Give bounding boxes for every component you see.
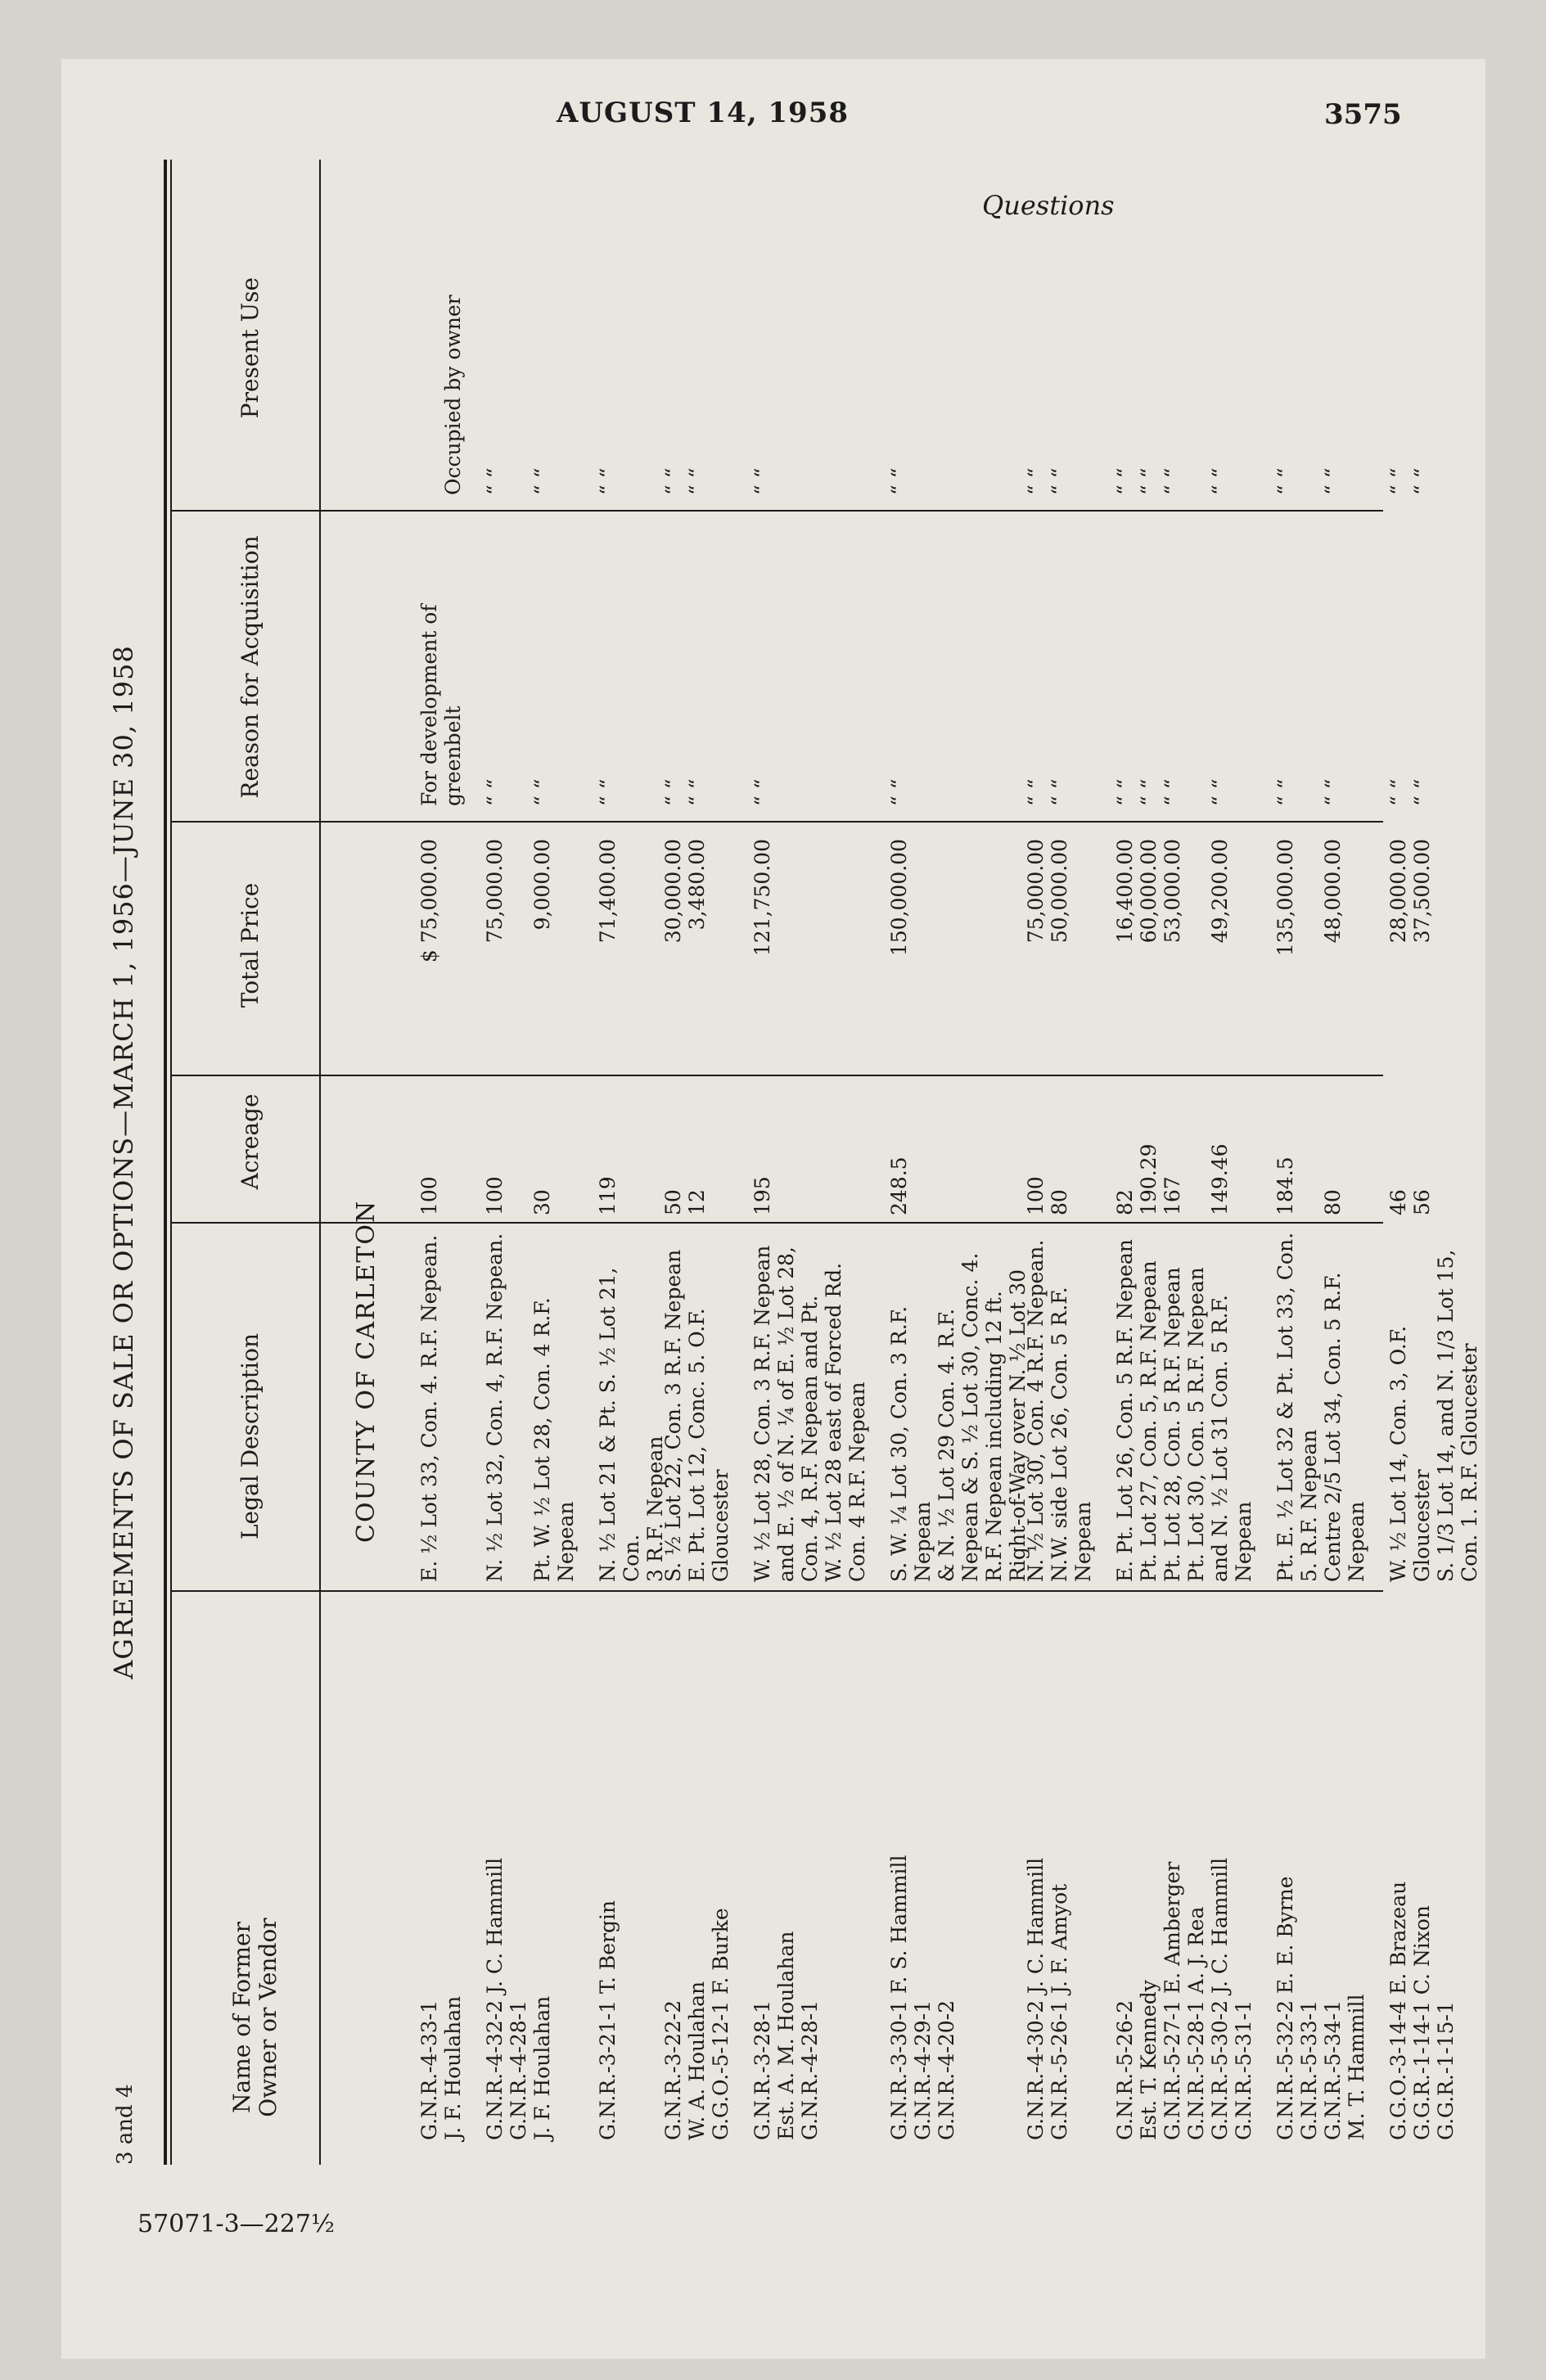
cell-line: 82	[1113, 1189, 1137, 1215]
column-divider-5	[172, 510, 1383, 512]
column-divider-3	[172, 1075, 1383, 1076]
cell-line: G.G.O.-3-14-4 E. Brazeau	[1386, 1881, 1410, 2140]
cell-line: 119	[596, 1176, 620, 1215]
cell-line: G.N.R.-4-29-1	[911, 2000, 935, 2140]
cell-line: Con. 4 R.F. Nepean	[845, 1382, 869, 1582]
cell-line: Nepean	[1345, 1501, 1368, 1582]
cell-line: G.N.R.-4-28-1	[798, 2000, 822, 2140]
cell-line: “ “	[1048, 467, 1071, 495]
cell-line: 80	[1321, 1189, 1345, 1215]
cell-reason	[1386, 520, 1434, 806]
cell-use	[1024, 184, 1071, 495]
cell-line	[417, 184, 441, 495]
county-heading: COUNTY OF CARLETON	[352, 1199, 381, 1543]
cell-line: For development of	[417, 604, 441, 806]
cell-line: G.N.R.-4-28-1	[507, 2000, 530, 2140]
header-bottom-rule	[319, 160, 321, 2165]
cell-legal	[1386, 1230, 1481, 1582]
cell-line	[1184, 184, 1208, 495]
cell-owner	[1024, 1600, 1071, 2140]
cell-owner	[596, 1600, 620, 2140]
cell-line: “ “	[1386, 778, 1410, 806]
cell-reason	[596, 520, 620, 806]
cell-line: “ “	[596, 778, 620, 806]
cell-acreage	[483, 1084, 554, 1215]
cell-line: 49,200.00	[1208, 839, 1232, 944]
column-divider-1	[172, 1590, 1383, 1592]
cell-line	[1297, 839, 1321, 1068]
cell-line: Nepean	[1071, 1501, 1095, 1582]
cell-line: “ “	[887, 467, 911, 495]
cell-use	[417, 184, 465, 495]
cell-line	[1184, 1084, 1208, 1215]
header-legal: Legal Description	[237, 1332, 264, 1540]
cell-line: Est. T. Kennedy	[1137, 1980, 1161, 2140]
cell-line: “ “	[750, 467, 774, 495]
cell-line	[1297, 1084, 1321, 1215]
page-date: AUGUST 14, 1958	[557, 97, 850, 129]
cell-price	[417, 839, 441, 1068]
cell-use	[1273, 184, 1345, 495]
cell-line: “ “	[750, 778, 774, 806]
cell-legal	[750, 1230, 869, 1582]
cell-line: “ “	[1208, 467, 1232, 495]
cell-line: E. Pt. Lot 26, Con. 5 R.F. Nepean	[1113, 1239, 1137, 1582]
cell-line: G.N.R.-5-28-1 A. J. Rea	[1184, 1906, 1208, 2140]
cell-line: Occupied by owner	[441, 295, 465, 495]
cell-reason	[887, 520, 911, 806]
cell-line: W. ½ Lot 28 east of Forced Rd.	[822, 1262, 845, 1582]
cell-line: and E. ½ of N. ¼ of E. ½ Lot 28,	[774, 1246, 798, 1582]
cell-use	[750, 184, 774, 495]
cell-line: S. 1/3 Lot 14, and N. 1/3 Lot 15,	[1434, 1249, 1458, 1582]
cell-line: “ “	[1024, 467, 1048, 495]
cell-line: 30,000.00	[661, 839, 685, 944]
cell-line: G.N.R.-5-26-2	[1113, 2000, 1137, 2140]
cell-line: 48,000.00	[1321, 839, 1345, 944]
header-reason: Reason for Acquisition	[237, 535, 264, 799]
table-title: AGREEMENTS OF SALE OR OPTIONS—MARCH 1, 1956—JUNE 30, 1958	[108, 645, 139, 1679]
cell-line	[1297, 520, 1321, 806]
cell-line: 56	[1410, 1189, 1434, 1215]
cell-line	[507, 1084, 530, 1215]
header-acreage: Acreage	[237, 1093, 264, 1190]
section-label: Questions	[982, 190, 1115, 221]
cell-line: G.G.R.-1-15-1	[1434, 2001, 1458, 2140]
cell-price	[1113, 839, 1232, 1068]
cell-line: 150,000.00	[887, 839, 911, 957]
cell-line: Nepean	[1232, 1501, 1255, 1582]
cell-legal	[596, 1230, 667, 1582]
cell-line: G.N.R.-5-33-1	[1297, 2000, 1321, 2140]
cell-line: “ “	[483, 778, 507, 806]
cell-price	[1024, 839, 1071, 1068]
cell-line: “ “	[1386, 467, 1410, 495]
cell-line: Nepean & S. ½ Lot 30, Conc. 4.	[958, 1252, 982, 1582]
cell-reason	[1024, 520, 1071, 806]
cell-line: W. A. Houlahan	[685, 1981, 709, 2140]
cell-line: 195	[750, 1176, 774, 1215]
cell-line: 149.46	[1208, 1143, 1232, 1215]
cell-line: 37,500.00	[1410, 839, 1434, 944]
cell-line: G.N.R.-3-21-1 T. Bergin	[596, 1900, 620, 2140]
cell-line	[507, 520, 530, 806]
cell-line: “ “	[887, 778, 911, 806]
cell-line: G.N.R.-3-28-1	[750, 2000, 774, 2140]
cell-line: G.N.R.-5-34-1	[1321, 2000, 1345, 2140]
header-price: Total Price	[237, 882, 264, 1008]
cell-line: 53,000.00	[1161, 839, 1184, 944]
cell-line: Con. 1. R.F. Gloucester	[1458, 1343, 1481, 1582]
cell-owner	[1386, 1600, 1458, 2140]
cell-acreage	[750, 1084, 774, 1215]
cell-line: G.N.R.-4-20-2	[935, 2000, 958, 2140]
page-number: 3575	[1324, 98, 1402, 131]
cell-price	[483, 839, 554, 1068]
cell-owner	[750, 1600, 822, 2140]
cell-line: 60,000.00	[1137, 839, 1161, 944]
cell-legal	[661, 1230, 732, 1582]
cell-line: & N. ½ Lot 29 Con. 4. R.F.	[935, 1308, 958, 1582]
cell-line: Gloucester	[709, 1469, 732, 1582]
header-owner: Name of Former Owner or Vendor	[228, 1918, 282, 2117]
cell-line: E. ½ Lot 33, Con. 4. R.F. Nepean.	[417, 1234, 441, 1582]
cell-line: “ “	[1113, 778, 1137, 806]
cell-line: G.N.R.-5-30-2 J. C. Hammill	[1208, 1857, 1232, 2140]
rotated-table	[82, 160, 1481, 2165]
cell-price	[661, 839, 709, 1068]
cell-price	[596, 839, 620, 1068]
cell-acreage	[1386, 1084, 1434, 1215]
cell-line: Centre 2/5 Lot 34, Con. 5 R.F.	[1321, 1272, 1345, 1582]
cell-reason	[417, 520, 465, 806]
cell-line: Pt. Lot 28, Con. 5 R.F. Nepean	[1161, 1267, 1184, 1582]
cell-legal	[483, 1230, 578, 1582]
cell-line: greenbelt	[441, 705, 465, 806]
cell-line: E. Pt. Lot 12, Conc. 5. O.F.	[685, 1308, 709, 1582]
cell-acreage	[661, 1084, 709, 1215]
cell-price	[1273, 839, 1345, 1068]
cell-owner	[1273, 1600, 1368, 2140]
cell-line: “ “	[596, 467, 620, 495]
table-top-rule-2	[170, 160, 172, 2165]
cell-line: N.W. side Lot 26, Con. 5 R.F.	[1048, 1287, 1071, 1582]
cell-owner	[1113, 1600, 1255, 2140]
cell-line: “ “	[530, 778, 554, 806]
cell-line: 16,400.00	[1113, 839, 1137, 944]
cell-acreage	[417, 1084, 441, 1215]
cell-line: “ “	[661, 467, 685, 495]
cell-line	[507, 1230, 530, 1582]
cell-line: R.F. Nepean including 12 ft.	[982, 1291, 1006, 1582]
cell-line: G.N.R.-3-22-2	[661, 2000, 685, 2140]
cell-line: 75,000.00	[1024, 839, 1048, 944]
cell-line: Pt. Lot 27, Con. 5, R.F. Nepean	[1137, 1260, 1161, 1582]
cell-owner	[417, 1600, 465, 2140]
cell-line: 71,400.00	[596, 839, 620, 944]
cell-acreage	[887, 1084, 911, 1215]
cell-owner	[483, 1600, 554, 2140]
cell-owner	[887, 1600, 958, 2140]
cell-line: “ “	[1273, 778, 1297, 806]
cell-line: “ “	[1410, 778, 1434, 806]
cell-line: J. F. Houlahan	[530, 1995, 554, 2140]
cell-line: “ “	[1321, 778, 1345, 806]
cell-line	[1297, 184, 1321, 495]
cell-line: N. ½ Lot 30, Con. 4 R.F. Nepean.	[1024, 1239, 1048, 1582]
cell-line: 190.29	[1137, 1143, 1161, 1215]
cell-line: G.N.R.-5-31-1	[1232, 2000, 1255, 2140]
cell-line: “ “	[1321, 467, 1345, 495]
cell-reason	[661, 520, 709, 806]
cell-line: “ “	[530, 467, 554, 495]
cell-line: “ “	[1113, 467, 1137, 495]
cell-line: “ “	[1048, 778, 1071, 806]
cell-reason	[750, 520, 774, 806]
cell-price	[750, 839, 774, 1068]
cell-line: J. F. Houlahan	[441, 1995, 465, 2140]
cell-line: Pt. W. ½ Lot 28, Con. 4 R.F.	[530, 1297, 554, 1582]
cell-line: W. ½ Lot 28, Con. 3 R.F. Nepean	[750, 1245, 774, 1582]
cell-line: 100	[1024, 1176, 1048, 1215]
cell-line: S. W. ¼ Lot 30, Con. 3 R.F. Nepean	[887, 1305, 935, 1582]
cell-line: W. ½ Lot 14, Con. 3, O.F. Gloucester	[1386, 1325, 1434, 1582]
cell-line: “ “	[661, 778, 685, 806]
cell-line: 50	[661, 1189, 685, 1215]
table-number: 3 and 4	[113, 2084, 137, 2165]
cell-legal	[887, 1230, 1030, 1582]
cell-line: 28,000.00	[1386, 839, 1410, 944]
cell-line: 75,000.00	[483, 839, 507, 944]
cell-use	[887, 184, 911, 495]
cell-line	[507, 184, 530, 495]
cell-acreage	[1113, 1084, 1232, 1215]
cell-line: Nepean	[554, 1501, 578, 1582]
cell-line: N. ½ Lot 21 & Pt. S. ½ Lot 21, Con.	[596, 1267, 643, 1582]
cell-line: M. T. Hammill	[1345, 1994, 1368, 2140]
cell-line: G.N.R.-5-26-1 J. F. Amyot	[1048, 1883, 1071, 2140]
cell-line: “ “	[1137, 778, 1161, 806]
cell-line: 3 R.F. Nepean	[643, 1436, 667, 1582]
cell-line: Con. 4, R.F. Nepean and Pt.	[798, 1295, 822, 1582]
cell-use	[1113, 184, 1232, 495]
cell-line: G.G.O.-5-12-1 F. Burke	[709, 1908, 732, 2140]
cell-line: 3,480.00	[685, 839, 709, 931]
cell-line: G.N.R.-5-32-2 E. E. Byrne	[1273, 1876, 1297, 2140]
cell-line: “ “	[1137, 467, 1161, 495]
cell-line: 135,000.00	[1273, 839, 1297, 957]
cell-line: “ “	[1024, 778, 1048, 806]
cell-line: “ “	[1273, 467, 1297, 495]
cell-legal	[1273, 1230, 1368, 1582]
cell-line: and N. ½ Lot 31 Con. 5 R.F.	[1208, 1295, 1232, 1582]
cell-line: $ 75,000.00	[417, 839, 441, 963]
cell-acreage	[596, 1084, 620, 1215]
cell-legal	[1024, 1230, 1095, 1582]
cell-acreage	[1024, 1084, 1071, 1215]
cell-line: 80	[1048, 1189, 1071, 1215]
cell-line: 184.5	[1273, 1156, 1297, 1215]
cell-line: Pt. Lot 30, Con. 5 R.F. Nepean	[1184, 1267, 1208, 1582]
cell-line	[507, 839, 530, 1068]
cell-line: Right-of-Way over N. ½ Lot 30	[1006, 1269, 1030, 1582]
cell-line: G.N.R.-4-30-2 J. C. Hammill	[1024, 1857, 1048, 2140]
cell-line: G.N.R.-4-33-1	[417, 2000, 441, 2140]
cell-line	[1184, 839, 1208, 1068]
cell-line	[1184, 520, 1208, 806]
cell-line: 100	[483, 1176, 507, 1215]
cell-line: “ “	[1161, 778, 1184, 806]
cell-line: 50,000.00	[1048, 839, 1071, 944]
cell-line: “ “	[1410, 467, 1434, 495]
header-use: Present Use	[237, 277, 264, 419]
cell-legal	[417, 1230, 441, 1582]
cell-use	[1386, 184, 1434, 495]
cell-line: 12	[685, 1189, 709, 1215]
cell-owner	[661, 1600, 732, 2140]
cell-line: “ “	[685, 778, 709, 806]
cell-line: G.N.R.-3-30-1 F. S. Hammill	[887, 1855, 911, 2140]
cell-line: S. ½ Lot 22, Con. 3 R.F. Nepean	[661, 1249, 685, 1582]
cell-use	[661, 184, 709, 495]
cell-use	[596, 184, 620, 495]
cell-line: 167	[1161, 1176, 1184, 1215]
cell-reason	[1113, 520, 1232, 806]
cell-reason	[1273, 520, 1345, 806]
cell-line: Pt. E. ½ Lot 32 & Pt. Lot 33, Con.	[1273, 1232, 1297, 1582]
cell-legal	[1113, 1230, 1255, 1582]
cell-line: “ “	[685, 467, 709, 495]
cell-line: 121,750.00	[750, 839, 774, 957]
table-top-rule	[164, 160, 167, 2165]
cell-line: N. ½ Lot 32, Con. 4, R.F. Nepean.	[483, 1233, 507, 1582]
cell-line: “ “	[1161, 467, 1184, 495]
cell-line: G.N.R.-4-32-2 J. C. Hammill	[483, 1857, 507, 2140]
cell-line: Est. A. M. Houlahan	[774, 1931, 798, 2140]
cell-line: 5. R.F. Nepean	[1297, 1429, 1321, 1582]
cell-line: “ “	[1208, 778, 1232, 806]
cell-price	[887, 839, 911, 1068]
cell-line: G.N.R.-5-27-1 E. Amberger	[1161, 1861, 1184, 2140]
cell-use	[483, 184, 554, 495]
cell-reason	[483, 520, 554, 806]
cell-line: 30	[530, 1189, 554, 1215]
cell-price	[1386, 839, 1434, 1068]
cell-line: G.G.R.-1-14-1 C. Nixon	[1410, 1905, 1434, 2140]
cell-line: 100	[417, 1176, 441, 1215]
document-code: 57071-3—227½	[137, 2210, 335, 2238]
cell-line: 9,000.00	[530, 839, 554, 931]
cell-acreage	[1273, 1084, 1345, 1215]
cell-line: “ “	[483, 467, 507, 495]
column-divider-4	[172, 821, 1383, 823]
cell-line: 46	[1386, 1189, 1410, 1215]
cell-line: 248.5	[887, 1156, 911, 1215]
